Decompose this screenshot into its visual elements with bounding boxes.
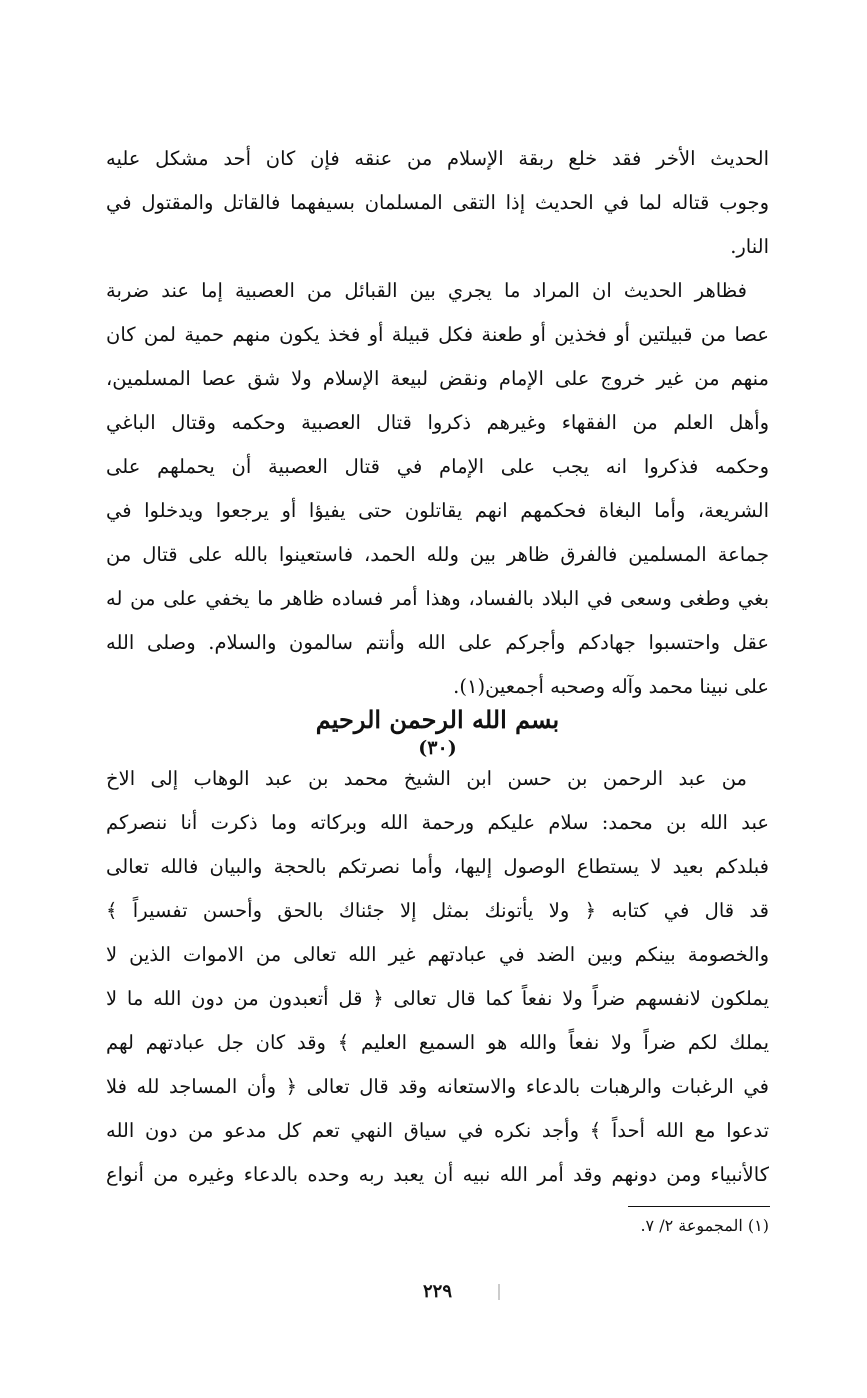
body-line: وأهل العلم من الفقهاء وغيرهم ذكروا قتال العصبية وحكمه وقتال الباغي (106, 411, 769, 434)
body-line: جماعة المسلمين فالفرق ظاهر بين ولله الحمد، فاستعينوا بالله على قتال من (106, 543, 769, 566)
body-line: الحديث الأخر فقد خلع ربقة الإسلام من عنقه فإن كان أحد مشكل عليه (106, 147, 769, 170)
body-line: يملك لكم ضراً ولا نفعاً والله هو السميع العليم ﴾ وقد كان جل عبادتهم لهم (106, 1031, 769, 1054)
page-number: ٢٢٩ (422, 1281, 452, 1302)
body-line: بغي وطغى وسعى في البلاد بالفساد، وهذا أمر فساده ظاهر ما يخفي على من له (106, 587, 769, 610)
body-line: تدعوا مع الله أحداً ﴾ وأجد نكره في سياق النهي تعم كل مدعو من دون الله (106, 1119, 769, 1142)
body-line: الشريعة، وأما البغاة فحكمهم انهم يقاتلون حتى يفيؤا أو يرجعوا ويدخلوا في (106, 499, 769, 522)
body-text-section-1 (106, 137, 769, 709)
body-line: النار. (730, 235, 769, 258)
body-line: عصا من قبيلتين أو فخذين أو طعنة فكل قبيلة أو فخذ يكون منهم حمية لمن كان (106, 323, 769, 346)
body-line: يملكون لانفسهم ضراً ولا نفعاً كما قال تعالى ﴿ قل أتعبدون من دون الله ما لا (106, 987, 769, 1010)
body-line: وجوب قتاله لما في الحديث إذا التقى المسلمان بسيفهما فالقاتل والمقتول في (106, 191, 769, 214)
body-line: عقل واحتسبوا جهادكم وأجركم على الله وأنتم سالمون والسلام. وصلى الله (106, 631, 769, 654)
body-line: قد قال في كتابه ﴿ ولا يأتونك بمثل إلا جئناك بالحق وأحسن تفسيراً ﴾ (106, 899, 769, 922)
body-line: كالأنبياء ومن دونهم وقد أمر الله نبيه أن يعبد ربه وحده بالدعاء وغيره من أنواع (106, 1163, 769, 1186)
letter-number: (٣٠) (418, 737, 457, 759)
body-line: وحكمه فذكروا انه يجب على الإمام في قتال العصبية أن يحملهم على (106, 455, 769, 478)
body-line: عبد الله بن محمد: سلام عليكم ورحمة الله وبركاته وما ذكرت أنا ننصركم (106, 811, 769, 834)
body-line: فظاهر الحديث ان المراد ما يجري بين القبائل من العصبية إما عند ضربة (106, 279, 747, 302)
body-line: في الرغبات والرهبات بالدعاء والاستعانه وقد قال تعالى ﴿ وأن المساجد لله فلا (106, 1075, 769, 1098)
body-line: والخصومة بينكم وبين الضد في عبادتهم غير الله تعالى من الاموات الذين لا (106, 943, 769, 966)
footnote: (١) المجموعة ٢/ ٧. (640, 1216, 769, 1235)
body-line: فبلدكم بعيد لا يستطاع الوصول إليها، وأما نصرتكم بالحجة والبيان فالله تعالى (106, 855, 769, 878)
body-line: من عبد الرحمن بن حسن ابن الشيخ محمد بن عبد الوهاب إلى الاخ (106, 767, 747, 790)
basmala-heading: بسم الله الرحمن الرحيم (315, 705, 560, 734)
gutter-mark (498, 1284, 500, 1300)
body-line: على نبينا محمد وآله وصحبه أجمعين(١). (453, 675, 769, 698)
body-text-section-2 (106, 757, 769, 1197)
footnote-divider (628, 1206, 770, 1207)
body-line: منهم من غير خروج على الإمام ونقض لبيعة الإسلام ولا شق عصا المسلمين، (106, 367, 769, 390)
